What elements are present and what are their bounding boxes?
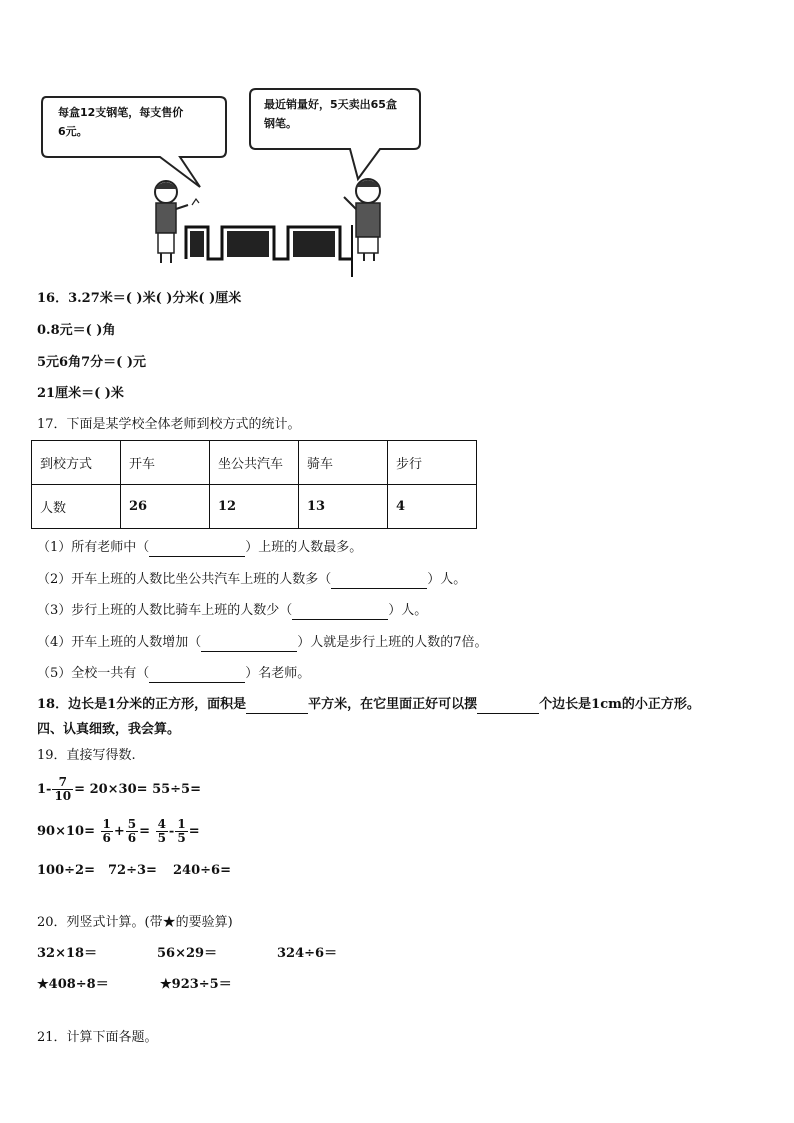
answer-blank[interactable] bbox=[292, 605, 388, 620]
table-cell: 骑车 bbox=[299, 441, 388, 485]
q19-row2: 90×10= $\frac{1}{6}$ + $\frac{5}{6}$ = $\frac{4}{5}$ - $\frac{1}{5}$ = bbox=[37, 817, 200, 845]
answer-blank[interactable] bbox=[331, 574, 427, 589]
q18-line: 18．边长是1分米的正方形，面积是 平方米，在它里面正好可以摆 个边长是1cm的小正方形。 bbox=[37, 697, 700, 712]
q16-line4: 21厘米＝( )米 bbox=[37, 386, 124, 401]
answer-blank[interactable] bbox=[149, 668, 245, 683]
table-cell: 4 bbox=[388, 485, 477, 529]
answer-blank[interactable] bbox=[246, 699, 308, 714]
table-cell: 开车 bbox=[121, 441, 210, 485]
q20-r2-b: ★923÷5＝ bbox=[160, 977, 232, 992]
table-cell: 26 bbox=[121, 485, 210, 529]
q20-r1-c: 324÷6＝ bbox=[277, 946, 338, 961]
q19-title: 19．直接写得数. bbox=[37, 748, 136, 763]
q16-line2: 0.8元＝( )角 bbox=[37, 323, 116, 338]
fraction: $\frac{4}{5}$ bbox=[157, 817, 166, 845]
table-cell: 到校方式 bbox=[32, 441, 121, 485]
q20-r1-a: 32×18＝ bbox=[37, 946, 98, 961]
table-cell: 人数 bbox=[32, 485, 121, 529]
fraction: $\frac{7}{10}$ bbox=[54, 775, 72, 803]
table-row bbox=[32, 485, 477, 529]
q19-row3-a: 100÷2= bbox=[37, 863, 95, 878]
q20-r1-b: 56×29＝ bbox=[157, 946, 218, 961]
fraction: $\frac{1}{5}$ bbox=[177, 817, 186, 845]
table-cell: 12 bbox=[210, 485, 299, 529]
bubble-right-text: 最近销量好，5天卖出65盒 钢笔。 bbox=[264, 98, 397, 130]
table-cell: 步行 bbox=[388, 441, 477, 485]
q16-line3: 5元6角7分＝( )元 bbox=[37, 355, 146, 370]
table-cell: 13 bbox=[299, 485, 388, 529]
section-four-heading: 四、认真细致，我会算。 bbox=[37, 722, 181, 737]
q17-sub4: （4）开车上班的人数增加（ ）人就是步行上班的人数的7倍。 bbox=[37, 635, 488, 650]
table-header-row bbox=[32, 441, 477, 485]
q17-title: 17．下面是某学校全体老师到校方式的统计。 bbox=[37, 417, 301, 432]
q19-row3-b: 72÷3= bbox=[108, 863, 157, 878]
bubble-left-text: 每盒12支钢笔，每支售价 6元。 bbox=[58, 106, 184, 138]
q17-table bbox=[31, 440, 477, 529]
q16-line1: 16．3.27米＝( )米( )分米( )厘米 bbox=[37, 291, 242, 306]
q19-row3-c: 240÷6= bbox=[173, 863, 231, 878]
q19-row1: 1- $\frac{7}{10}$ = 20×30= 55÷5= bbox=[37, 775, 201, 803]
q17-sub5: （5）全校一共有（ ）名老师。 bbox=[37, 666, 311, 681]
q20-title: 20．列竖式计算。(带★的要验算) bbox=[37, 915, 233, 930]
q21-title: 21．计算下面各题。 bbox=[37, 1030, 158, 1045]
fraction: $\frac{1}{6}$ bbox=[102, 817, 111, 845]
q20-r2-a: ★408÷8＝ bbox=[37, 977, 109, 992]
fraction: $\frac{5}{6}$ bbox=[127, 817, 137, 845]
answer-blank[interactable] bbox=[201, 637, 297, 652]
answer-blank[interactable] bbox=[477, 699, 539, 714]
q17-sub2: （2）开车上班的人数比坐公共汽车上班的人数多（ ）人。 bbox=[37, 572, 467, 587]
answer-blank[interactable] bbox=[149, 542, 245, 557]
pen-boxes bbox=[186, 227, 352, 259]
table-cell: 坐公共汽车 bbox=[210, 441, 299, 485]
q17-sub1: （1）所有老师中（ ）上班的人数最多。 bbox=[37, 540, 363, 555]
child-right-figure bbox=[344, 179, 380, 277]
q17-sub3: （3）步行上班的人数比骑车上班的人数少（ ）人。 bbox=[37, 603, 428, 618]
